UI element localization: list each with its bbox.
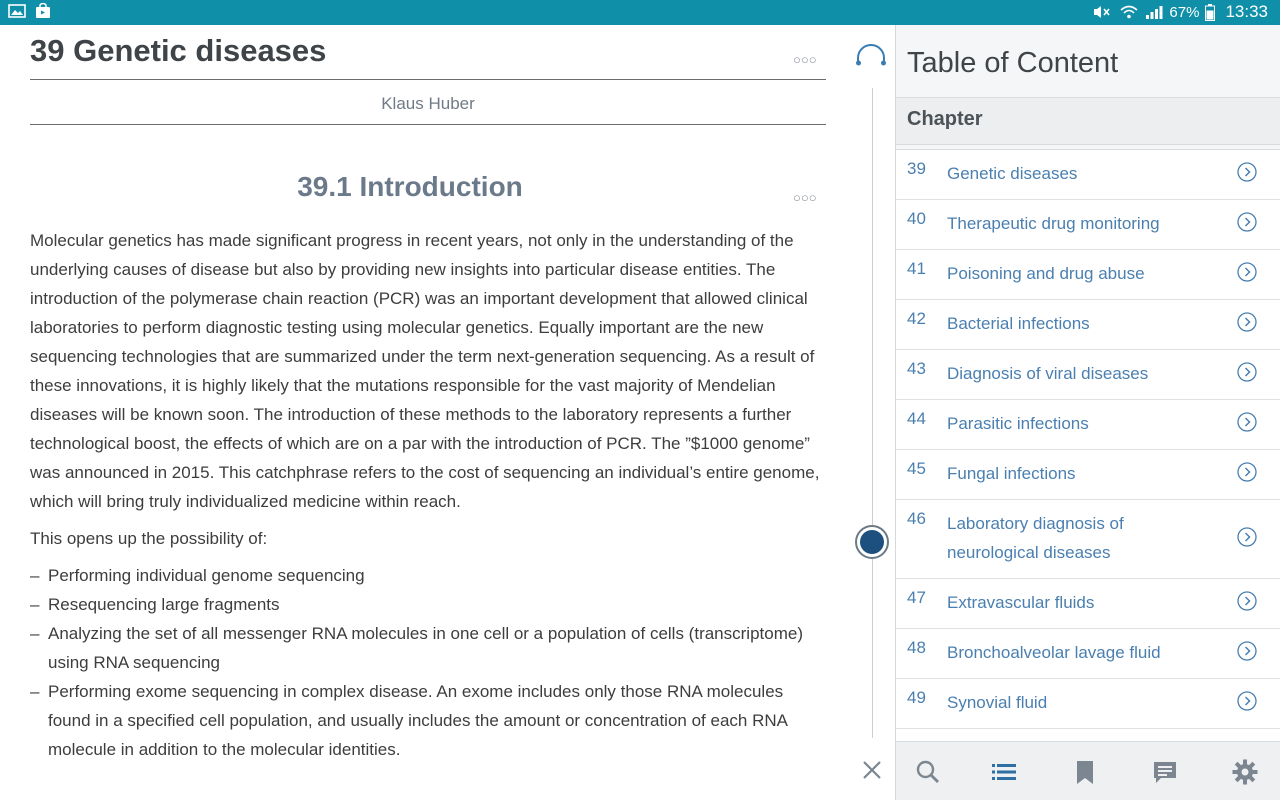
toc-item-label: Laboratory diagnosis of neurological diseases (947, 514, 1124, 562)
list-item: – Performing individual genome sequencing (30, 561, 820, 590)
chevron-right-circle-icon[interactable] (1237, 312, 1257, 332)
clock: 13:33 (1225, 2, 1268, 21)
battery-percent: 67% (1169, 3, 1200, 21)
store-icon (34, 3, 52, 19)
toc-item-42[interactable] (896, 295, 1280, 350)
toc-item-number: 44 (907, 409, 926, 428)
chevron-right-circle-icon[interactable] (1237, 641, 1257, 661)
signal-icon (1145, 4, 1163, 20)
section-more-icon[interactable]: ○○○ (793, 190, 817, 205)
toc-item-49[interactable] (896, 674, 1280, 729)
toc-item-label: Therapeutic drug monitoring (947, 214, 1160, 233)
toc-item-44[interactable] (896, 395, 1280, 450)
chevron-right-circle-icon[interactable] (1237, 262, 1257, 282)
chevron-right-circle-icon[interactable] (1237, 362, 1257, 382)
toc-item-label: Fungal infections (947, 464, 1076, 483)
toc-item-label: Poisoning and drug abuse (947, 264, 1145, 283)
toc-item-label: Genetic diseases (947, 164, 1078, 183)
chevron-right-circle-icon[interactable] (1237, 162, 1257, 182)
battery-icon (1205, 4, 1215, 21)
chapter-title: 39 Genetic diseases (30, 33, 327, 68)
author: Klaus Huber (381, 94, 475, 113)
toc-item-40[interactable] (896, 195, 1280, 250)
scroll-position-handle[interactable] (855, 525, 889, 559)
status-bar (0, 0, 1280, 25)
headphones-icon[interactable] (854, 42, 888, 70)
toc-title: Table of Content (907, 47, 1119, 79)
article-body (30, 226, 820, 764)
mute-icon (1091, 4, 1113, 20)
wifi-icon (1119, 4, 1139, 20)
section-title: 39.1 Introduction (297, 171, 523, 202)
list-item: – Performing exome sequencing in complex disease. An exome includes only those RNA molecules found in a specified cell population, and usually includes the amount or concentration of each RNA molecule in addition to the molecular identities. (30, 677, 820, 764)
toc-item-number: 49 (907, 688, 926, 707)
chevron-right-circle-icon[interactable] (1237, 212, 1257, 232)
chevron-right-circle-icon[interactable] (1237, 462, 1257, 482)
toc-item-39[interactable] (896, 149, 1280, 200)
toc-item-47[interactable] (896, 574, 1280, 629)
chevron-right-circle-icon[interactable] (1237, 527, 1257, 547)
scroll-track[interactable] (872, 88, 873, 738)
toc-item-number: 47 (907, 588, 926, 607)
toc-item-number: 46 (907, 509, 926, 528)
chevron-right-circle-icon[interactable] (1237, 691, 1257, 711)
toc-item-number: 41 (907, 259, 926, 278)
toc-item-label: Synovial fluid (947, 693, 1048, 712)
toc-item-number: 45 (907, 459, 926, 478)
gallery-icon (8, 3, 26, 19)
toc-item-41[interactable] (896, 245, 1280, 300)
list-item: – Analyzing the set of all messenger RNA molecules in one cell or a population of cells (transcriptome) using RNA sequencing (30, 619, 820, 677)
toc-item-number: 48 (907, 638, 926, 657)
toc-item-48[interactable] (896, 624, 1280, 679)
toc-list (896, 149, 1280, 742)
chevron-right-circle-icon[interactable] (1237, 412, 1257, 432)
toc-subheader-label: Chapter (907, 108, 983, 130)
toc-item-label: Bacterial infections (947, 314, 1090, 333)
paragraph: This opens up the possibility of: (30, 529, 268, 548)
comment-icon[interactable] (1152, 759, 1178, 785)
chevron-right-circle-icon[interactable] (1237, 591, 1257, 611)
toc-item-number: 39 (907, 159, 926, 178)
reader-pane (0, 25, 850, 800)
list-icon[interactable] (991, 759, 1017, 785)
toc-item-label: Bronchoalveolar lavage fluid (947, 643, 1161, 662)
bottom-toolbar (896, 741, 1280, 800)
chapter-more-icon[interactable]: ○○○ (793, 52, 817, 67)
toc-item-46[interactable] (896, 495, 1280, 579)
divider (30, 79, 826, 80)
list-item: – Resequencing large fragments (30, 590, 820, 619)
bookmark-icon[interactable] (1072, 759, 1098, 785)
toc-item-43[interactable] (896, 345, 1280, 400)
paragraph: Molecular genetics has made significant progress in recent years, not only in the understanding of the underlying causes of disease but also by providing new insights into particular disease entities. The introduction of the polymerase chain reaction (PCR) was an important development that allowed clinical laboratories to perform diagnostic testing using molecular genetics. Equally important are the new sequencing technologies that are summarized under the term next-generation sequencing. As a result of these innovations, it is highly likely that the mutations responsible for the vast majority of Mendelian diseases will be known soon. The introduction of these methods to the laboratory represents a further technological boost, the effects of which are on a par with the introduction of PCR. The ”$1000 genome” was announced in 2015. This catchphrase refers to the cost of sequencing an individual’s entire genome, which will bring truly individualized medicine within reach. (30, 231, 820, 511)
toc-panel (895, 25, 1280, 800)
toc-item-45[interactable] (896, 445, 1280, 500)
divider (30, 124, 826, 125)
toc-item-label: Diagnosis of viral diseases (947, 364, 1149, 383)
toc-item-label: Extravascular fluids (947, 593, 1095, 612)
toc-item-label: Parasitic infections (947, 414, 1089, 433)
close-icon[interactable] (860, 758, 884, 782)
toc-item-number: 40 (907, 209, 926, 228)
toc-item-number: 43 (907, 359, 926, 378)
gear-icon[interactable] (1232, 759, 1258, 785)
toc-subheader (896, 97, 1280, 145)
search-icon[interactable] (915, 759, 941, 785)
toc-item-number: 42 (907, 309, 926, 328)
bullet-list (30, 561, 820, 764)
